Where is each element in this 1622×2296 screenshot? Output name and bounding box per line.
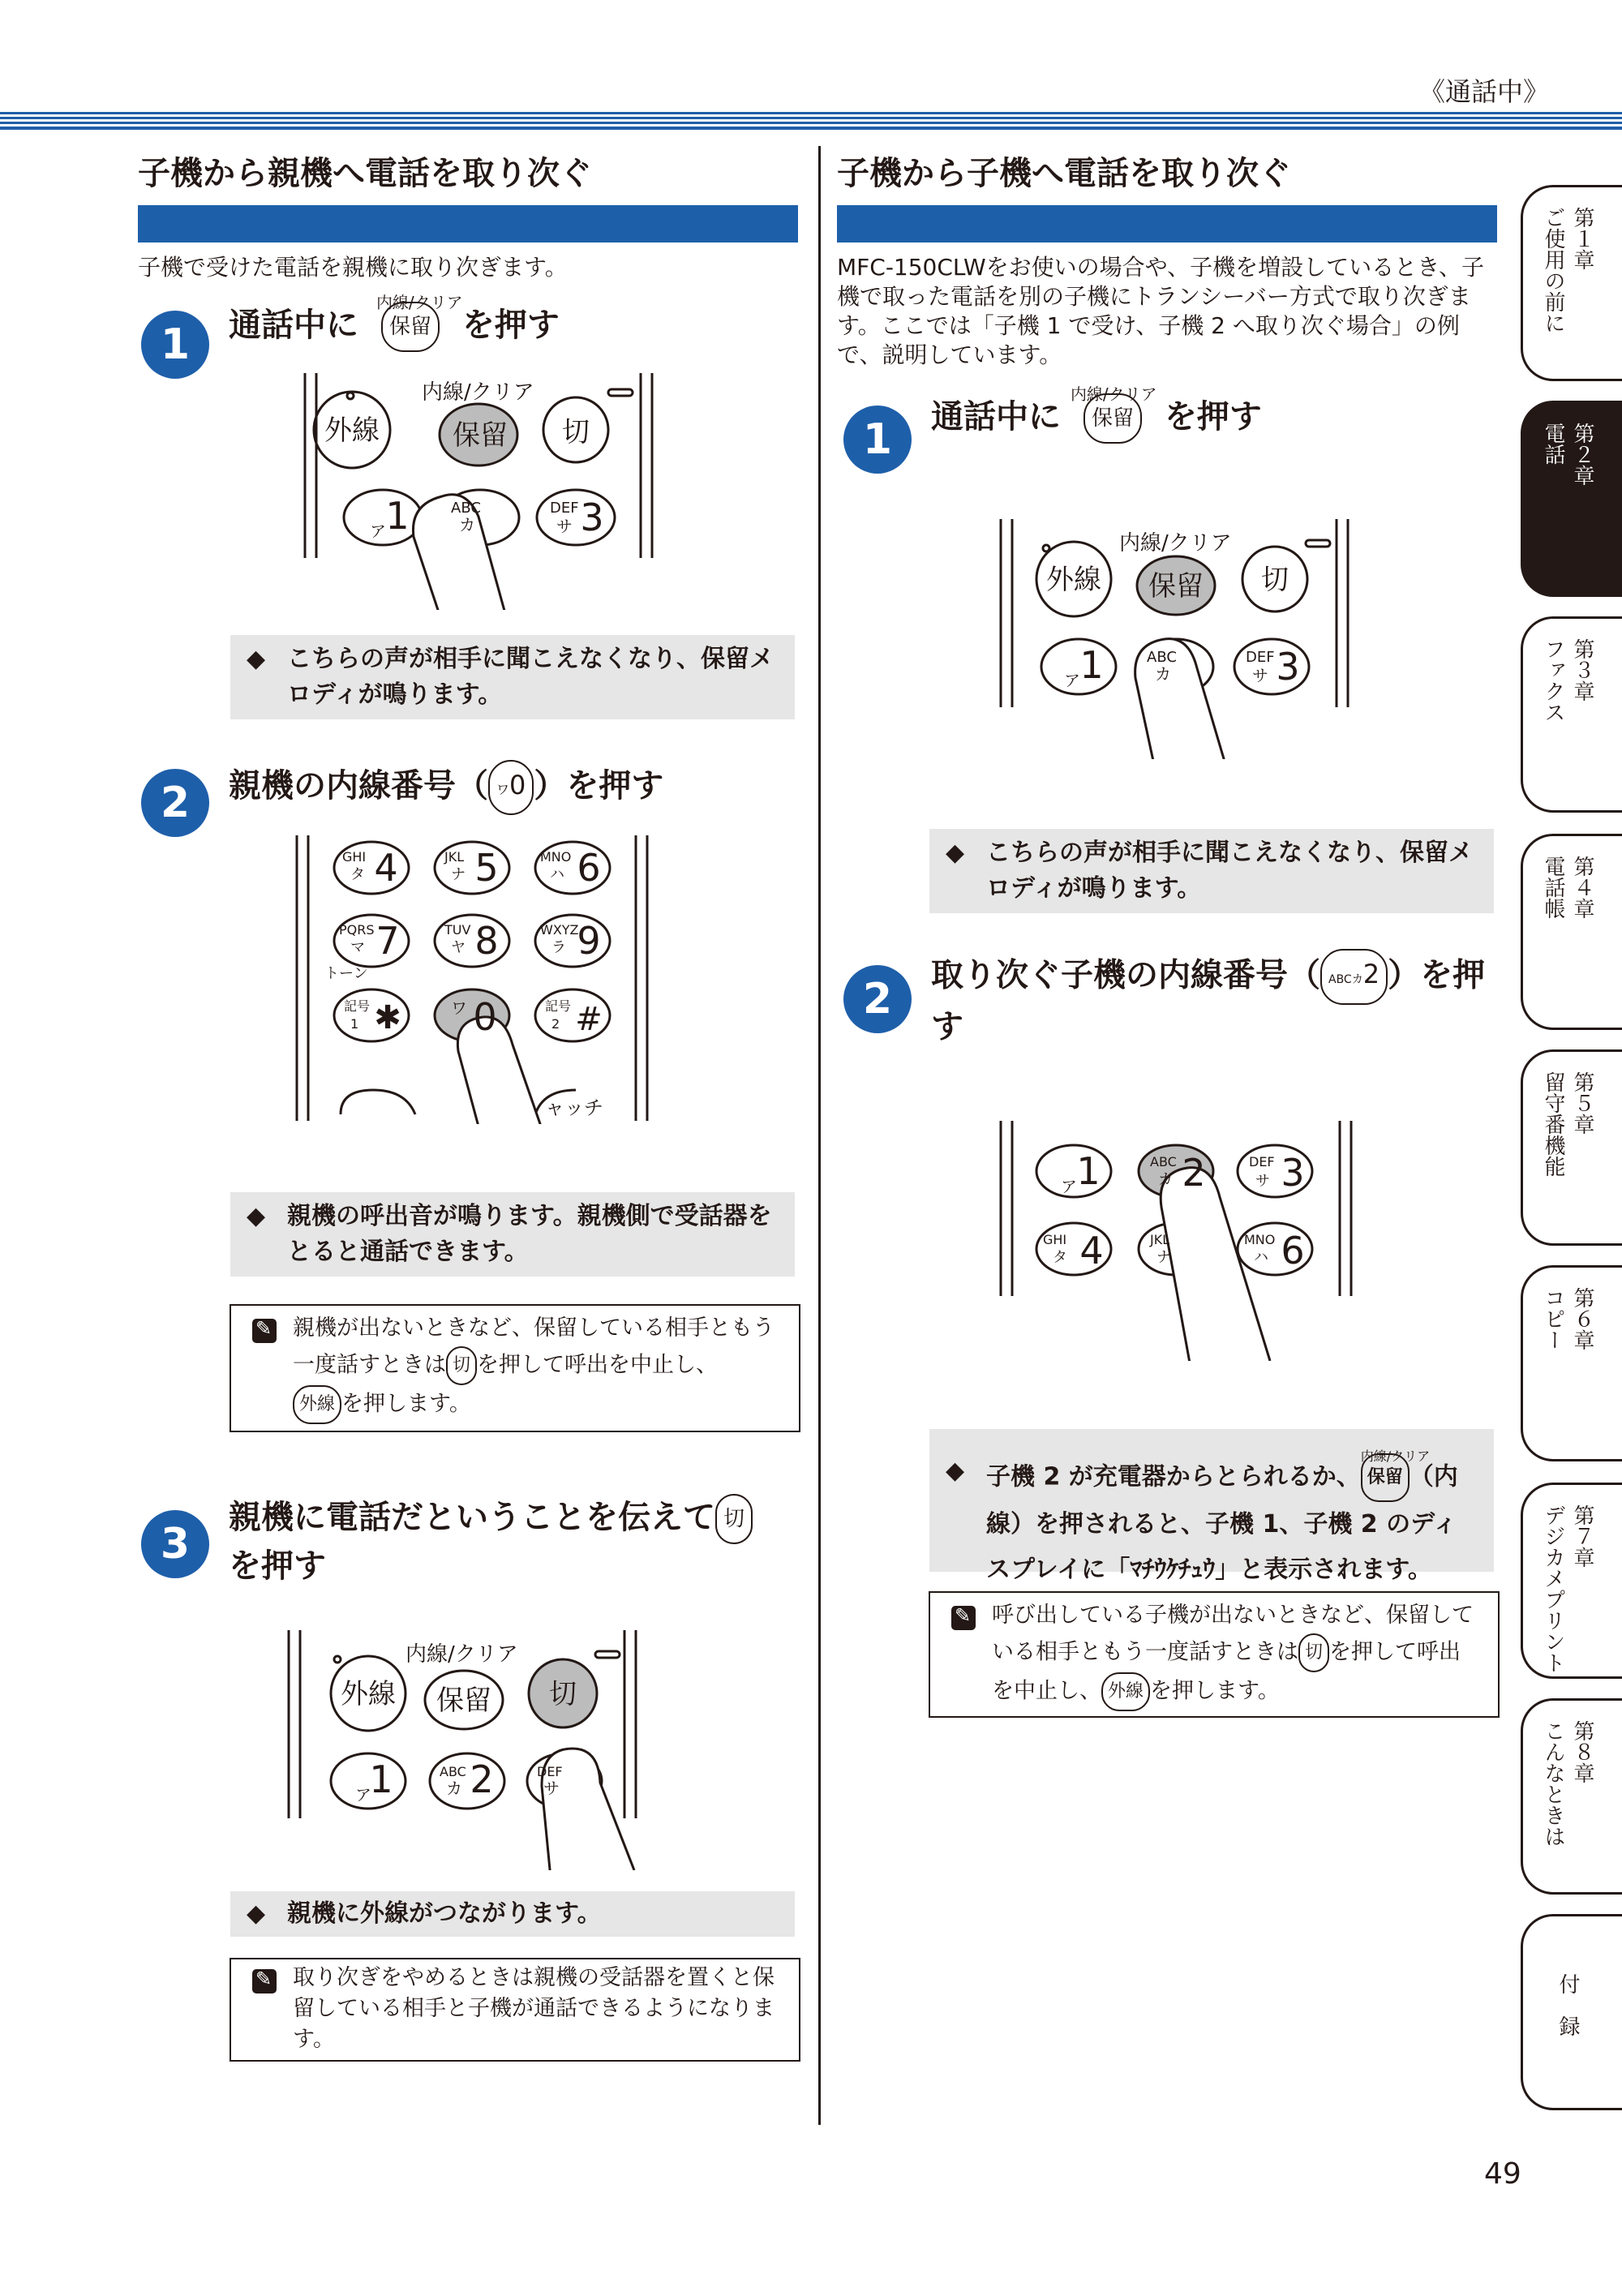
chapter-tab-6[interactable] — [1521, 1265, 1622, 1461]
rkey-2-kana: カ — [1158, 1171, 1173, 1188]
rkey-3: 3 — [1281, 1151, 1305, 1195]
appendix-tab-title: 付 録 — [1555, 1973, 1580, 2036]
rkey-6: 6 — [1281, 1229, 1305, 1272]
chapter-tab-6-num: 第６章 — [1570, 1287, 1594, 1350]
right-step-2-note-text — [986, 1448, 1473, 1593]
step-3-number: 3 — [141, 1510, 209, 1578]
memo-text-a: 親機が出ないときなど、保留している相手ともう一度話すときは — [293, 1315, 775, 1378]
key-9: 9 — [577, 919, 601, 963]
key-0-inline — [488, 760, 534, 815]
key-4-letters: GHI — [342, 849, 367, 865]
phone3-key-2-sub: ABC — [440, 1764, 466, 1779]
phone-keypad-illustration-3 — [284, 1627, 649, 1870]
memo-pencil-icon — [252, 1319, 277, 1343]
right-phone-keypad-illustration-1 — [996, 516, 1353, 759]
key-hash: # — [575, 1001, 603, 1038]
left-section-title: 子機から親機へ電話を取り次ぐ — [138, 155, 592, 192]
phone1-top-label: 内線/クリア — [422, 380, 534, 405]
key-8-kana: ヤ — [451, 939, 466, 956]
right-step-2-number: 2 — [843, 965, 912, 1033]
note-hold-key-sup: 内線/クリア — [1360, 1448, 1431, 1464]
step-2-text-a: 親機の内線番号（ — [229, 767, 488, 805]
right-hold-key-inline — [1070, 384, 1157, 444]
phone1-key-2-sub: ABC — [451, 500, 481, 517]
step-2-text-b: ）を押す — [534, 767, 664, 805]
step-3-memo — [230, 1958, 800, 2062]
right-step-1-note-text: こちらの声が相手に聞こえなくなり、保留メロディが鳴ります。 — [986, 839, 1473, 903]
rphone1-key-2-sub: ABC — [1147, 649, 1177, 666]
key-star: ✱ — [374, 999, 401, 1036]
key-8: 8 — [474, 919, 499, 963]
rphone1-top-label: 内線/クリア — [1119, 531, 1232, 556]
chapter-tab-1-title: ご使用の前に — [1541, 207, 1565, 333]
bullet-diamond-icon: ◆ — [247, 1899, 266, 1928]
memo-text-c: を押します。 — [341, 1391, 471, 1417]
phone1-key-end: 切 — [562, 416, 590, 448]
rphone1-key-3: 3 — [1276, 645, 1300, 689]
key-9-letters: WXYZ — [540, 922, 579, 938]
step-2-title — [229, 760, 663, 815]
running-header: 《通話中》 — [1418, 76, 1549, 107]
chapter-tab-7-title: デジカメプリント — [1541, 1504, 1565, 1673]
rkey-4-letters: GHI — [1043, 1232, 1067, 1247]
rkey-5-letters: JKL — [1150, 1232, 1170, 1247]
key-star-sub: 記号 — [344, 998, 371, 1014]
key-0: 0 — [473, 995, 497, 1039]
right-step-1-text-a: 通話中に — [931, 398, 1061, 436]
phone1-key-2-kana: カ — [459, 515, 475, 534]
memo-pencil-icon — [252, 1969, 277, 1993]
chapter-tab-8-title: こんなときは — [1541, 1720, 1565, 1847]
right-step-1-number: 1 — [843, 406, 912, 474]
rkey-3-letters: DEF — [1249, 1154, 1275, 1169]
key-2-kana: カ — [1351, 973, 1363, 986]
end-key-title: 切 — [715, 1494, 753, 1544]
left-intro: 子機で受けた電話を親機に取り次ぎます。 — [138, 254, 568, 281]
right-hold-key-label: 保留 — [1083, 393, 1142, 444]
note-hold-key-label: 保留 — [1361, 1453, 1410, 1502]
key-9-kana: ラ — [551, 939, 566, 956]
chapter-tab-3-title: ファクス — [1541, 638, 1565, 723]
end-key-inline: 切 — [446, 1346, 477, 1385]
rkey-1-kana: ア — [1061, 1177, 1077, 1196]
chapter-tab-5-num: 第５章 — [1570, 1071, 1594, 1135]
step-1-note-text: こちらの声が相手に聞こえなくなり、保留メロディが鳴ります。 — [287, 645, 774, 709]
key-8-letters: TUV — [444, 922, 471, 938]
chapter-tab-1-num: 第１章 — [1570, 207, 1594, 270]
phone1-key-3-sub: DEF — [550, 500, 579, 517]
key-5: 5 — [474, 846, 499, 890]
appendix-tab[interactable] — [1521, 1914, 1622, 2110]
hold-key-inline — [375, 293, 463, 352]
phone1-key-1-sub: ア — [370, 521, 386, 541]
key-2-letters: ABC — [1328, 973, 1352, 986]
rphone1-key-end: 切 — [1261, 564, 1289, 596]
key-5-kana: ナ — [451, 866, 466, 883]
chapter-tab-1[interactable] — [1521, 185, 1622, 381]
phone1-key-1: 1 — [385, 494, 410, 538]
chapter-tab-3[interactable] — [1521, 616, 1622, 813]
chapter-tab-2[interactable] — [1521, 401, 1622, 597]
step-1-number: 1 — [141, 311, 209, 379]
rphone1-key-1-sub: ア — [1064, 671, 1080, 690]
key-0-digit: 0 — [509, 770, 526, 800]
step-2-note-text: 親機の呼出音が鳴ります。親機側で受話器をとると通話できます。 — [287, 1202, 772, 1266]
rkey-3-kana: サ — [1255, 1173, 1270, 1190]
bullet-diamond-icon: ◆ — [247, 645, 266, 673]
right-step-2-memo — [929, 1591, 1500, 1718]
step-2-memo — [230, 1304, 800, 1432]
phone1-key-3-kana: サ — [556, 517, 573, 536]
phone3-key-2-kana: カ — [446, 1779, 462, 1798]
phone3-key-1: 1 — [369, 1757, 393, 1801]
phone3-key-hold: 保留 — [436, 1684, 491, 1717]
right-step-2-title — [931, 949, 1499, 1049]
step-3-note — [230, 1891, 795, 1937]
page-number: 49 — [1484, 2157, 1521, 2191]
chapter-tab-2-num: 第２章 — [1570, 423, 1594, 486]
phone1-key-hold: 保留 — [453, 419, 508, 452]
chapter-tab-3-num: 第３章 — [1570, 638, 1594, 702]
right-title-bar — [837, 205, 1497, 242]
right-memo-text-c: を押します。 — [1150, 1678, 1280, 1704]
phone3-top-label: 内線/クリア — [406, 1642, 518, 1667]
memo-text-b: を押して呼出を中止し、 — [477, 1352, 719, 1378]
right-step-1-text-b: を押す — [1164, 398, 1262, 436]
key-4-kana: タ — [350, 866, 365, 883]
column-divider — [818, 146, 821, 2125]
rkey-4-kana: タ — [1053, 1249, 1067, 1266]
rkey-5-kana: ナ — [1156, 1249, 1171, 1266]
key-2-inline — [1320, 949, 1388, 1005]
chapter-tab-6-title: コピー — [1541, 1287, 1565, 1350]
key-0-sub: ワ — [451, 998, 467, 1018]
chapter-tab-7-num: 第７章 — [1570, 1504, 1594, 1568]
right-memo-text — [992, 1598, 1478, 1711]
chapter-tab-2-title: 電話 — [1541, 423, 1565, 465]
rphone1-key-outside: 外線 — [1046, 564, 1101, 596]
step-3-title — [229, 1494, 796, 1588]
catch-key-label: ャッチ — [545, 1097, 603, 1119]
phone-keypad-illustration-1 — [300, 367, 657, 610]
key-6-letters: MNO — [540, 849, 572, 865]
bullet-diamond-icon: ◆ — [946, 839, 965, 867]
rkey-2: 2 — [1182, 1151, 1206, 1195]
key-hash-sub: 記号 — [545, 998, 572, 1014]
key-7-letters: PQRS — [339, 922, 375, 938]
phone1-key-3: 3 — [580, 496, 604, 539]
step-1-note — [230, 635, 795, 719]
tone-label: トーン — [324, 965, 368, 982]
step-3-note-text: 親機に外線がつながります。 — [287, 1899, 602, 1928]
left-title-bar — [138, 205, 798, 242]
step-1-text-a: 通話中に — [229, 307, 358, 344]
rphone1-key-3-sub: DEF — [1246, 649, 1275, 666]
right-note-text-b: （内線）を押されると、子機 1、子機 2 のディスプレイに「ﾏﾁｳｹﾁｭｳ」と表示されます。 — [986, 1462, 1458, 1584]
right-step-2-text-a: 取り次ぐ子機の内線番号（ — [931, 956, 1320, 994]
rkey-4: 4 — [1079, 1229, 1104, 1272]
right-step-1-note — [929, 829, 1494, 913]
header-rule — [0, 112, 1622, 130]
key-7: 7 — [375, 919, 400, 963]
rkey-6-letters: MNO — [1244, 1232, 1276, 1247]
phone3-key-outside: 外線 — [341, 1678, 396, 1710]
chapter-tab-7[interactable] — [1521, 1483, 1622, 1679]
chapter-tab-5-title: 留守番機能 — [1541, 1071, 1565, 1177]
right-hold-key-sup: 内線/クリア — [1070, 384, 1157, 404]
rkey-6-kana: ハ — [1254, 1249, 1268, 1266]
step-2-memo-text — [293, 1311, 779, 1424]
chapter-tab-8[interactable] — [1521, 1698, 1622, 1895]
step-3-text-a: 親機に電話だということを伝えて — [229, 1499, 715, 1536]
memo-pencil-icon — [951, 1606, 976, 1630]
right-intro: MFC-150CLWをお使いの場合や、子機を増設しているとき、子機で取った電話を別の子機にトランシーバー方式で取り次ぎます。ここでは「子機 1 で受け、子機 2 へ取り次ぐ場合」の例で、説明しています。 — [837, 254, 1484, 368]
right-phone-keypad-illustration-2 — [996, 1118, 1361, 1361]
hold-key-sup: 内線/クリア — [375, 293, 463, 312]
right-memo-text-b: を押して呼出を中止し、 — [992, 1639, 1461, 1704]
phone3-key-3-kana: サ — [543, 1779, 560, 1798]
bullet-diamond-icon: ◆ — [946, 1457, 965, 1485]
rphone1-key-2-kana: カ — [1155, 664, 1171, 684]
phone3-key-2: 2 — [470, 1757, 494, 1801]
step-3-memo-text: 取り次ぎをやめるときは親機の受話器を置くと保留している相手と子機が通話できるようになります。 — [293, 1965, 775, 2052]
step-1-text-b: を押す — [461, 307, 560, 344]
rphone1-key-3-kana: サ — [1252, 666, 1268, 685]
hold-key-label: 保留 — [381, 302, 440, 352]
key-5-letters: JKL — [444, 849, 465, 865]
right-memo-text-a: 呼び出している子機が出ないときなど、保留している相手ともう一度話すときは — [992, 1603, 1474, 1665]
chapter-tab-5[interactable] — [1521, 1049, 1622, 1246]
note-hold-key — [1360, 1448, 1431, 1502]
key-4: 4 — [374, 846, 398, 890]
chapter-tab-4[interactable] — [1521, 834, 1622, 1030]
rkey-2-letters: ABC — [1150, 1154, 1177, 1169]
step-2-note — [230, 1192, 795, 1277]
key-2-digit: 2 — [1362, 959, 1380, 989]
step-2-number: 2 — [141, 769, 209, 837]
right-outside-key-inline: 外線 — [1101, 1672, 1150, 1711]
right-end-key-inline: 切 — [1298, 1633, 1329, 1672]
key-7-kana: マ — [350, 939, 365, 956]
rkey-1: 1 — [1076, 1149, 1101, 1193]
key-hash-sub2: 2 — [551, 1016, 560, 1032]
key-0-kana: ワ — [496, 782, 510, 797]
chapter-tab-8-num: 第８章 — [1570, 1720, 1594, 1783]
right-step-1-title — [931, 384, 1262, 444]
right-section-title: 子機から子機へ電話を取り次ぐ — [837, 155, 1291, 192]
step-1-title — [229, 293, 560, 352]
right-step-2-note — [929, 1429, 1494, 1584]
phone-keypad-illustration-2 — [292, 832, 657, 1124]
rphone1-key-hold: 保留 — [1148, 570, 1204, 603]
phone1-key-outside: 外線 — [324, 414, 380, 447]
chapter-tab-4-num: 第４章 — [1570, 856, 1594, 919]
right-step-2-text-b: ）を押す — [931, 956, 1486, 1045]
phone3-key-1-sub: ア — [355, 1785, 371, 1805]
right-note-text-a: 子機 2 が充電器からとられるか、 — [986, 1462, 1361, 1491]
outside-key-inline: 外線 — [293, 1385, 341, 1424]
step-3-text-b: を押す — [229, 1547, 326, 1585]
phone3-key-end: 切 — [549, 1678, 577, 1710]
bullet-diamond-icon: ◆ — [247, 1202, 266, 1230]
key-6-kana: ハ — [550, 866, 564, 883]
chapter-tab-4-title: 電話帳 — [1541, 856, 1565, 919]
key-star-sub2: 1 — [350, 1016, 359, 1032]
key-6: 6 — [577, 846, 601, 890]
rphone1-key-1: 1 — [1079, 643, 1104, 687]
phone3-key-3-sub: DEF — [537, 1764, 563, 1779]
